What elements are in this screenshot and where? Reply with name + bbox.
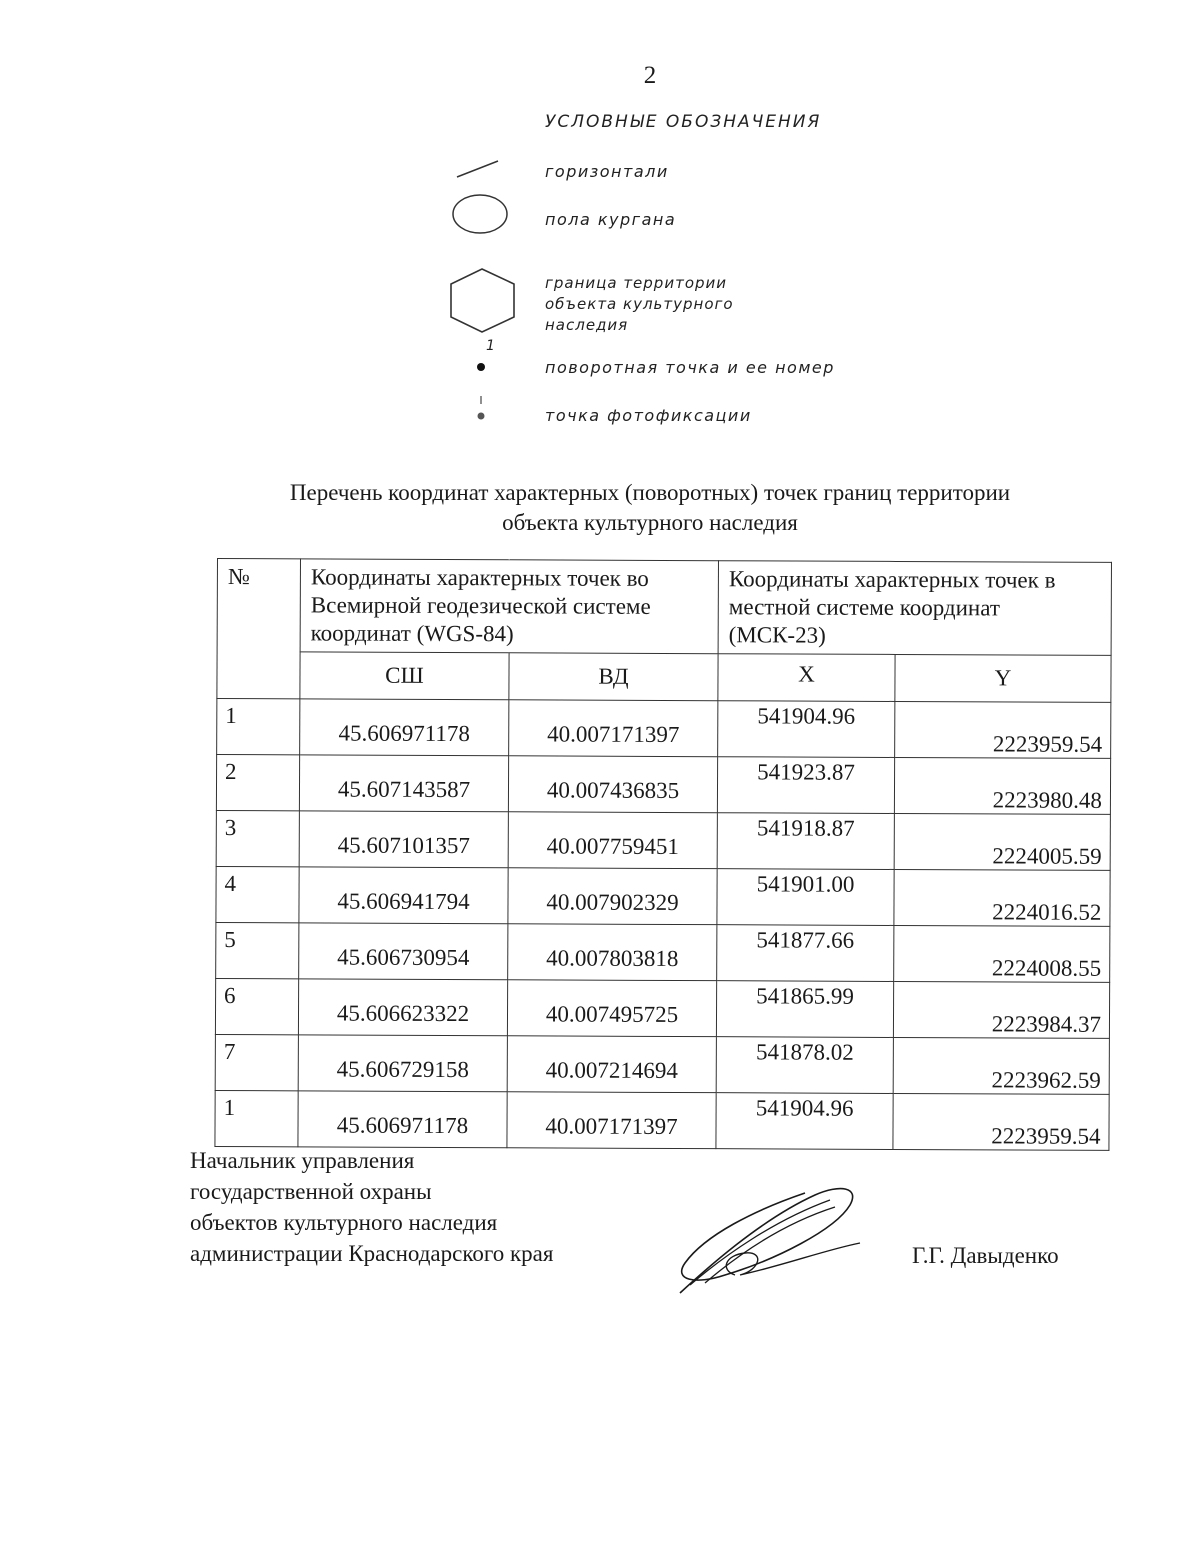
cell-x: 541878.02	[716, 1037, 893, 1094]
cell-longitude: 40.007759451	[508, 812, 717, 869]
table-row	[217, 699, 1111, 759]
cell-number: 2	[216, 755, 299, 811]
cell-number: 4	[216, 866, 299, 922]
table-row	[216, 810, 1110, 870]
cell-latitude: 45.607143587	[299, 755, 508, 812]
cell-number: 6	[215, 978, 298, 1034]
table-row	[216, 866, 1110, 926]
cell-x: 541877.66	[717, 925, 894, 982]
legend-item-boundary: граница территории объекта культурного наследия	[545, 274, 734, 334]
table-row	[215, 1090, 1109, 1150]
cell-y: 2224016.52	[894, 869, 1110, 926]
cell-x: 541918.87	[717, 813, 894, 870]
cell-longitude: 40.007803818	[508, 924, 717, 981]
cell-y: 2223959.54	[895, 701, 1111, 758]
column-header-longitude: ВД	[509, 653, 718, 701]
column-header-wgs84: Координаты характерных точек во Всемирной геодезической системе координат (WGS-84)	[300, 559, 718, 654]
coordinates-table	[214, 558, 1112, 1151]
turning-point-label: 1	[486, 338, 497, 354]
turning-point-icon	[474, 360, 488, 374]
cell-y: 2224005.59	[894, 813, 1110, 870]
table-row	[215, 978, 1109, 1038]
column-header-x: X	[718, 654, 895, 702]
cell-longitude: 40.007902329	[508, 868, 717, 925]
column-header-msk23: Координаты характерных точек в местной системе координат (МСК-23)	[718, 561, 1111, 656]
cell-latitude: 45.606623322	[298, 979, 507, 1036]
column-header-latitude: СШ	[300, 652, 509, 700]
cell-longitude: 40.007495725	[507, 980, 716, 1037]
cell-x: 541923.87	[717, 757, 894, 814]
cell-x: 541901.00	[717, 869, 894, 926]
cell-number: 1	[215, 1090, 298, 1146]
cell-longitude: 40.007171397	[507, 1092, 716, 1149]
cell-x: 541904.96	[716, 1093, 893, 1150]
page-number: 2	[643, 62, 657, 89]
cell-latitude: 45.606729158	[298, 1035, 507, 1092]
cell-longitude: 40.007171397	[509, 700, 718, 757]
cell-y: 2223984.37	[893, 981, 1109, 1038]
photo-point-icon	[474, 394, 488, 424]
table-row	[215, 1034, 1109, 1094]
cell-longitude: 40.007436835	[508, 756, 717, 813]
signatory-position: Начальник управления государственной охраны объектов культурного наследия администрации Краснодарского края	[190, 1148, 554, 1266]
cell-longitude: 40.007214694	[507, 1036, 716, 1093]
legend-item-kurgan: пола кургана	[545, 210, 677, 229]
table-row	[216, 922, 1110, 982]
legend-item-turning-point: поворотная точка и ее номер	[545, 358, 835, 377]
cell-latitude: 45.606730954	[299, 923, 508, 980]
hexagon-icon	[445, 265, 520, 337]
handwritten-signature	[665, 1175, 865, 1300]
list-title-line-1: Перечень координат характерных (поворотных) точек границ территории	[289, 480, 1011, 505]
cell-latitude: 45.606941794	[299, 867, 508, 924]
contour-line-icon	[455, 158, 500, 180]
column-header-number: №	[217, 559, 301, 699]
list-title	[0, 478, 1200, 538]
cell-number: 1	[217, 699, 300, 755]
legend-item-contours: горизонтали	[545, 162, 669, 181]
cell-y: 2224008.55	[894, 925, 1110, 982]
cell-number: 5	[216, 922, 299, 978]
cell-y: 2223959.54	[893, 1093, 1109, 1150]
cell-x: 541904.96	[718, 701, 895, 758]
cell-x: 541865.99	[716, 981, 893, 1038]
cell-latitude: 45.606971178	[300, 699, 509, 756]
column-header-y: Y	[895, 654, 1111, 702]
ellipse-icon	[450, 192, 510, 236]
legend-item-photo-point: точка фотофиксации	[545, 406, 752, 425]
cell-number: 7	[215, 1034, 298, 1090]
cell-latitude: 45.606971178	[298, 1091, 507, 1148]
cell-y: 2223980.48	[894, 757, 1110, 814]
signer-name: Г.Г. Давыденко	[912, 1243, 1059, 1268]
legend-title: УСЛОВНЫЕ ОБОЗНАЧЕНИЯ	[545, 112, 822, 132]
cell-number: 3	[216, 810, 299, 866]
cell-latitude: 45.607101357	[299, 811, 508, 868]
list-title-line-2: объекта культурного наследия	[502, 510, 798, 535]
table-row	[216, 755, 1110, 815]
cell-y: 2223962.59	[893, 1037, 1109, 1094]
